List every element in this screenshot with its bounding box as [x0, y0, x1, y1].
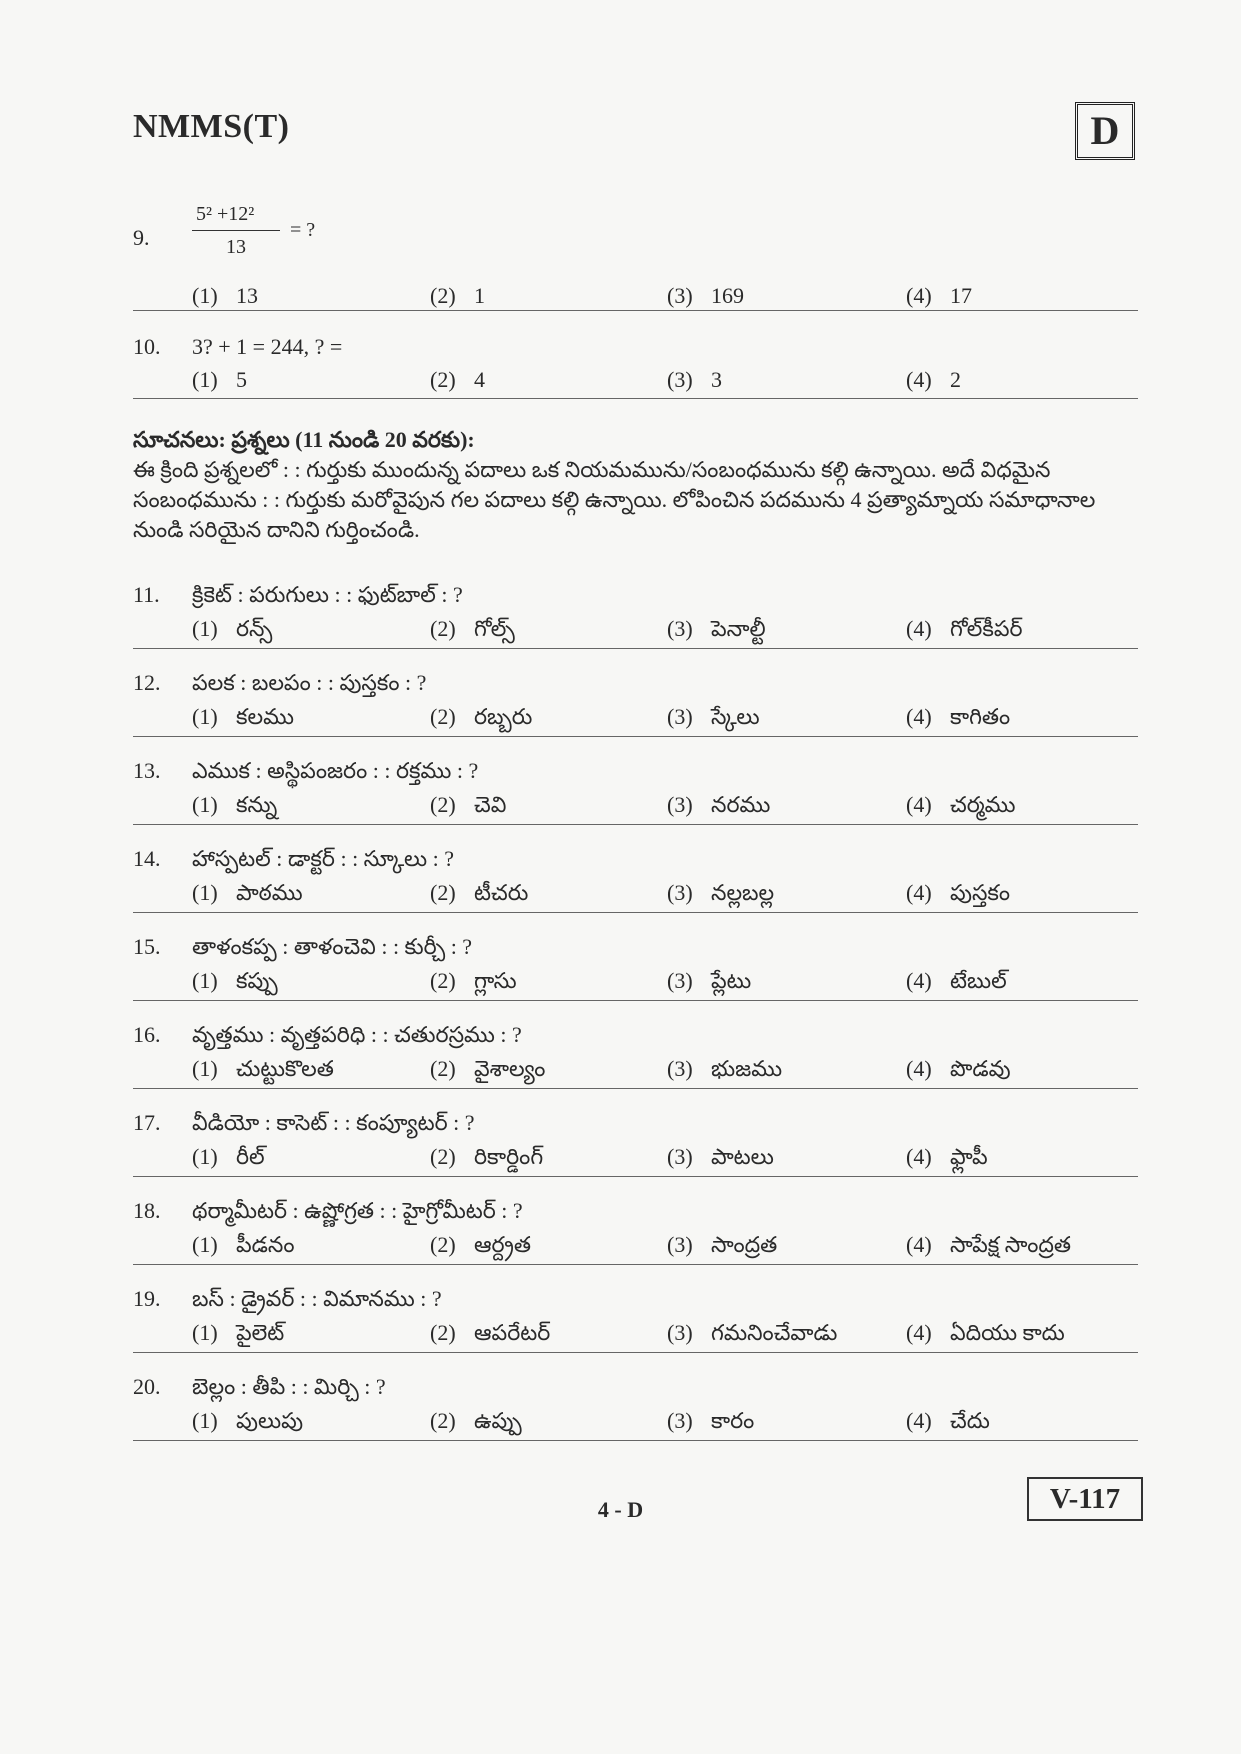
- option-3: (3) గమనించేవాడు: [667, 1320, 838, 1345]
- option-4: (4) చేదు: [906, 1408, 990, 1433]
- booklet-code-box: V-117: [1027, 1477, 1143, 1521]
- option-1: (1) చుట్టుకొలత: [192, 1056, 334, 1081]
- option-1: (1) పులుపు: [192, 1408, 304, 1433]
- option-4: (4) గోల్‌కీపర్: [906, 616, 1023, 641]
- divider: [133, 824, 1138, 825]
- option-4: (4) ఏదియు కాదు: [906, 1320, 1065, 1345]
- exam-title: NMMS(T): [133, 108, 290, 145]
- option-3: (3) భుజము: [667, 1056, 783, 1081]
- fraction-bar: [192, 230, 280, 231]
- option-1: (1) 13: [192, 283, 258, 308]
- question-number: 18.: [133, 1198, 161, 1223]
- option-4: (4) 17: [906, 283, 972, 308]
- option-3: (3) నల్లబల్ల: [667, 880, 775, 905]
- question-number: 10.: [133, 334, 161, 359]
- option-2: (2) చెవి: [430, 792, 507, 817]
- fraction-denominator: 13: [226, 236, 246, 258]
- fraction-equals: = ?: [290, 219, 316, 241]
- option-4: (4) సాపేక్ష సాంద్రత: [906, 1232, 1072, 1257]
- option-1: (1) పీడనం: [192, 1232, 295, 1257]
- question-number: 17.: [133, 1110, 161, 1135]
- divider: [133, 1440, 1138, 1441]
- option-2: (2) ఆర్ద్రత: [430, 1232, 531, 1257]
- option-4: (4) 2: [906, 367, 961, 392]
- divider: [133, 310, 1138, 311]
- question-number: 14.: [133, 846, 161, 871]
- option-2: (2) రబ్బరు: [430, 704, 533, 729]
- divider: [133, 912, 1138, 913]
- question-text: హాస్పటల్ : డాక్టర్ : : స్కూలు : ?: [192, 846, 455, 871]
- divider: [133, 1264, 1138, 1265]
- instructions-heading: సూచనలు: ప్రశ్నలు (11 నుండి 20 వరకు):: [133, 427, 475, 452]
- divider: [133, 648, 1138, 649]
- question-text: బెల్లం : తీపి : : మిర్చి : ?: [192, 1374, 386, 1399]
- option-2: (2) ఆపరేటర్: [430, 1320, 551, 1345]
- question-number: 19.: [133, 1286, 161, 1311]
- page-number: 4 - D: [597, 1497, 644, 1522]
- option-1: (1) కప్పు: [192, 968, 278, 993]
- option-2: (2) గ్లాసు: [430, 968, 517, 993]
- option-3: (3) 169: [667, 283, 744, 308]
- option-4: (4) టేబుల్: [906, 968, 1007, 993]
- option-4: (4) పొడవు: [906, 1056, 1011, 1081]
- option-2: (2) 1: [430, 283, 485, 308]
- fraction-numerator: 5² +12²: [196, 203, 255, 225]
- question-text: క్రికెట్ : పరుగులు : : ఫుట్‌బాల్ : ?: [192, 582, 463, 607]
- divider: [133, 1352, 1138, 1353]
- divider: [133, 398, 1138, 399]
- option-2: (2) గోల్స్: [430, 616, 515, 641]
- divider: [133, 1088, 1138, 1089]
- question-text: తాళంకప్ప : తాళంచెవి : : కుర్చీ : ?: [192, 934, 473, 959]
- option-1: (1) రన్స్: [192, 616, 273, 641]
- option-3: (3) కారం: [667, 1408, 755, 1433]
- question-number: 16.: [133, 1022, 161, 1047]
- instructions-body: ఈ క్రింది ప్రశ్నలలో : : గుర్తుకు ముందున్న పదాలు ఒక నియమమును/సంబంధమును కల్గి ఉన్నాయి. అదే విధమైన సంబంధమును : : గుర్తుకు మరోవైపున గల పదాలు కల్గి ఉన్నాయి. లోపించిన పదమును 4 ప్రత్యామ్నాయ సమాధానాల నుండి సరియైన దానిని గుర్తించండి.: [133, 457, 1096, 542]
- option-2: (2) 4: [430, 367, 485, 392]
- option-4: (4) కాగితం: [906, 704, 1011, 729]
- question-number: 20.: [133, 1374, 161, 1399]
- question-text: బస్ : డ్రైవర్ : : విమానము : ?: [192, 1286, 442, 1311]
- option-3: (3) ప్లేటు: [667, 968, 752, 993]
- question-number: 13.: [133, 758, 161, 783]
- option-3: (3) స్కేలు: [667, 704, 760, 729]
- option-1: (1) పాఠము: [192, 880, 303, 905]
- option-2: (2) టీచరు: [430, 880, 529, 905]
- option-3: (3) 3: [667, 367, 722, 392]
- question-text: వీడియో : కాసెట్ : : కంప్యూటర్ : ?: [192, 1110, 475, 1135]
- option-3: (3) సాంద్రత: [667, 1232, 778, 1257]
- option-1: (1) రీల్: [192, 1144, 265, 1169]
- question-number: 9.: [133, 225, 150, 250]
- divider: [133, 736, 1138, 737]
- option-2: (2) వైశాల్యం: [430, 1056, 546, 1081]
- divider: [133, 1176, 1138, 1177]
- question-text: థర్మామీటర్ : ఉష్ణోగ్రత : : హైగ్రోమీటర్ : ?: [192, 1198, 523, 1223]
- question-number: 12.: [133, 670, 161, 695]
- option-1: (1) కన్ను: [192, 792, 278, 817]
- series-code-box: D: [1075, 102, 1135, 160]
- question-number: 15.: [133, 934, 161, 959]
- option-4: (4) చర్మము: [906, 792, 1016, 817]
- question-text: పలక : బలపం : : పుస్తకం : ?: [192, 670, 427, 695]
- option-2: (2) ఉప్పు: [430, 1408, 522, 1433]
- option-4: (4) పుస్తకం: [906, 880, 1011, 905]
- option-3: (3) పెనాల్టీ: [667, 616, 766, 641]
- option-3: (3) నరము: [667, 792, 771, 817]
- option-4: (4) ఫ్లాపీ: [906, 1144, 988, 1169]
- question-text: వృత్తము : వృత్తపరిధి : : చతురస్రము : ?: [192, 1022, 522, 1047]
- divider: [133, 1000, 1138, 1001]
- option-3: (3) పాటలు: [667, 1144, 774, 1169]
- question-number: 11.: [133, 582, 160, 607]
- option-1: (1) 5: [192, 367, 247, 392]
- option-1: (1) కలము: [192, 704, 294, 729]
- option-1: (1) పైలెట్: [192, 1320, 285, 1345]
- option-2: (2) రికార్డింగ్: [430, 1144, 544, 1169]
- instructions-block: [133, 425, 1143, 545]
- question-text: ఎముక : అస్థిపంజరం : : రక్తము : ?: [192, 758, 479, 783]
- question-text: 3? + 1 = 244, ? =: [192, 334, 343, 359]
